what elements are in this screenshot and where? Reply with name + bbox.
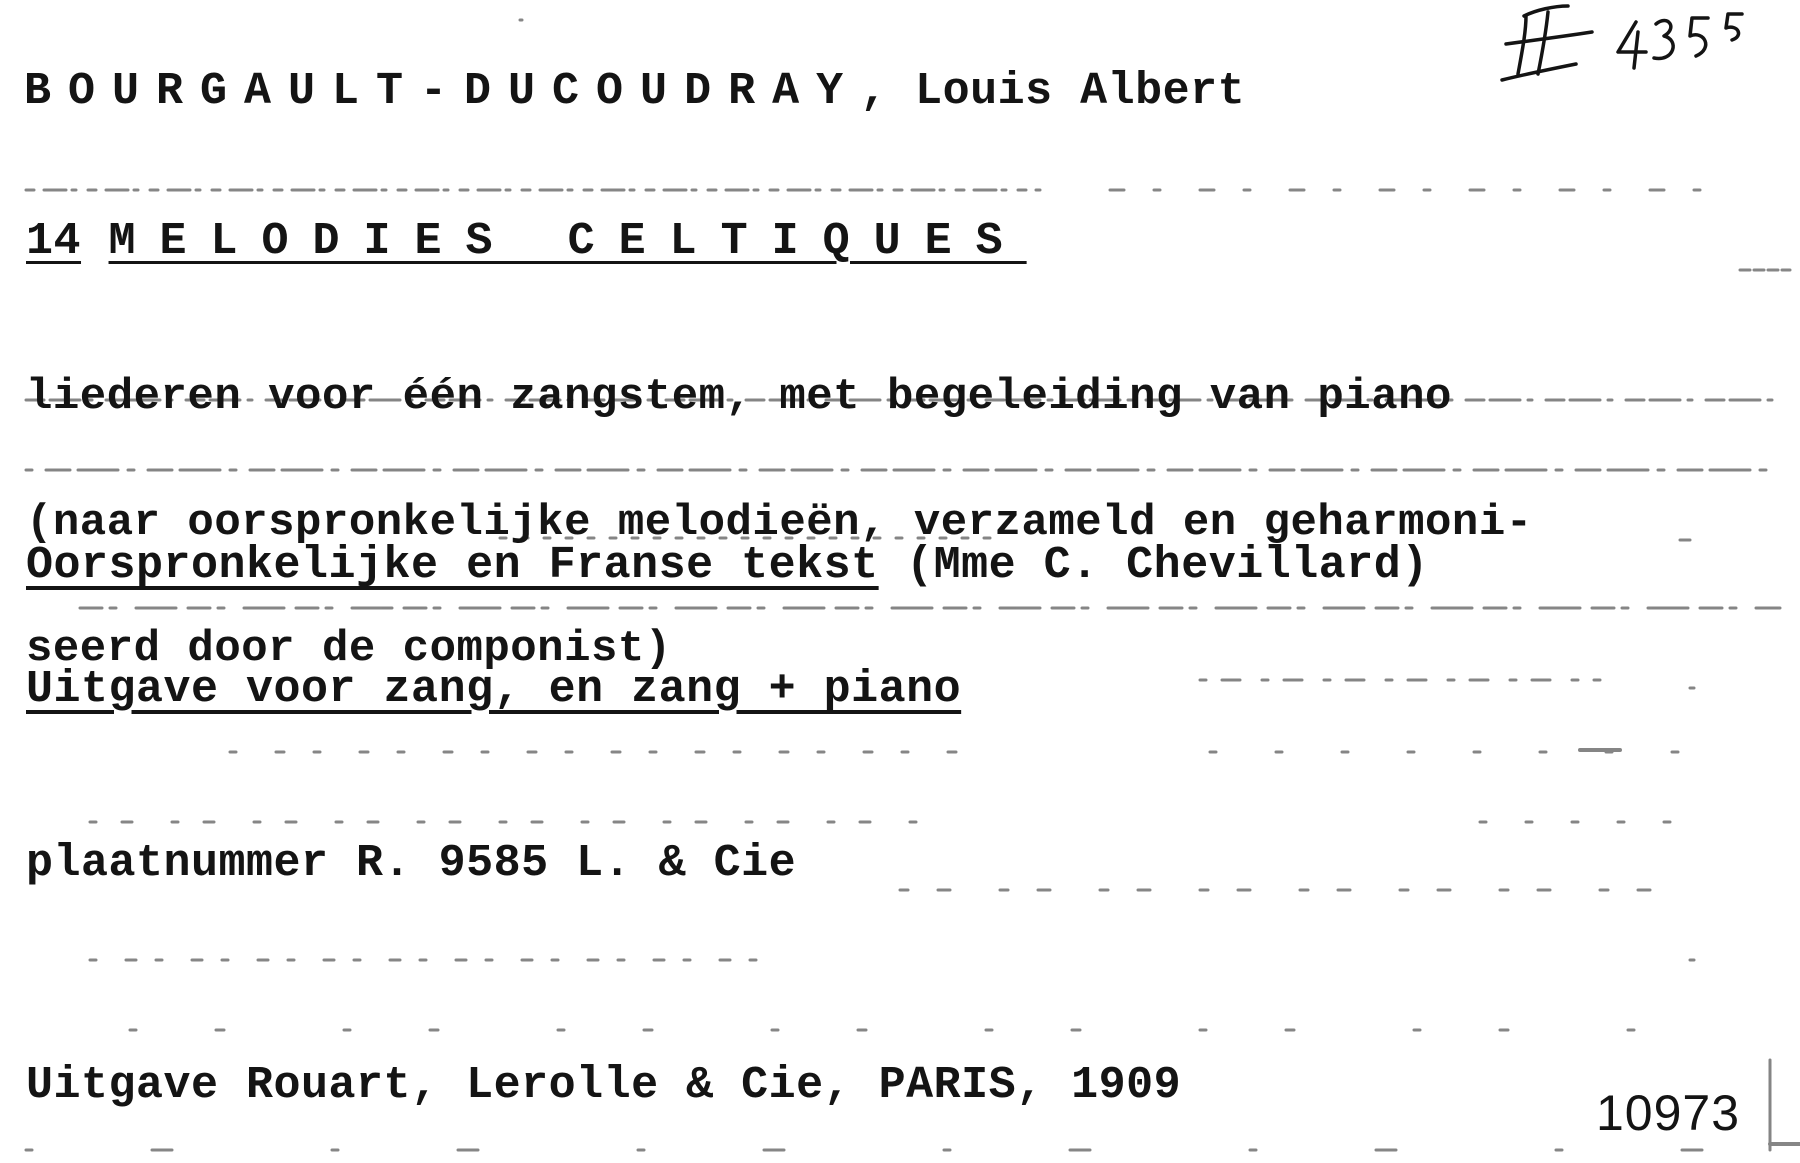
publisher-line xyxy=(26,1060,1181,1112)
shelfmark-handwritten xyxy=(1496,2,1756,92)
work-title xyxy=(26,216,1027,268)
text-info-translator: (Mme C. Chevillard) xyxy=(878,540,1429,591)
plate-number-text: plaatnummer R. 9585 L. & Cie xyxy=(26,838,797,889)
accession-number: 10973 xyxy=(1596,1085,1741,1141)
title-number: 14 xyxy=(26,216,82,267)
shelfmark-value: II 4355 xyxy=(1496,2,1501,3)
shelfmark-handwriting-icon xyxy=(1496,2,1756,92)
edition-line xyxy=(26,664,961,716)
publisher-text: Uitgave Rouart, Lerolle & Cie, PARIS, 1909 xyxy=(26,1060,1182,1111)
title-main: MELODIES CELTIQUES xyxy=(108,216,1027,267)
composer-separator: , xyxy=(860,66,916,117)
composer-heading xyxy=(24,66,1245,118)
plate-number-line xyxy=(26,838,796,890)
text-info-line xyxy=(26,540,1429,592)
edition-text: Uitgave voor zang, en zang + piano xyxy=(26,664,962,715)
text-info-label: Oorspronkelijke en Franse tekst xyxy=(26,540,879,591)
composer-surname: BOURGAULT-DUCOUDRAY xyxy=(24,66,861,117)
description-line-2: (naar oorspronkelijke melodieën, verzameld en geharmoni- xyxy=(26,498,1533,548)
composer-given-names: Louis Albert xyxy=(915,66,1246,117)
description-line-3: seerd door de componist) xyxy=(26,624,672,674)
description-line-1: liederen voor één zangstem, met begeleiding van piano xyxy=(26,372,1452,422)
